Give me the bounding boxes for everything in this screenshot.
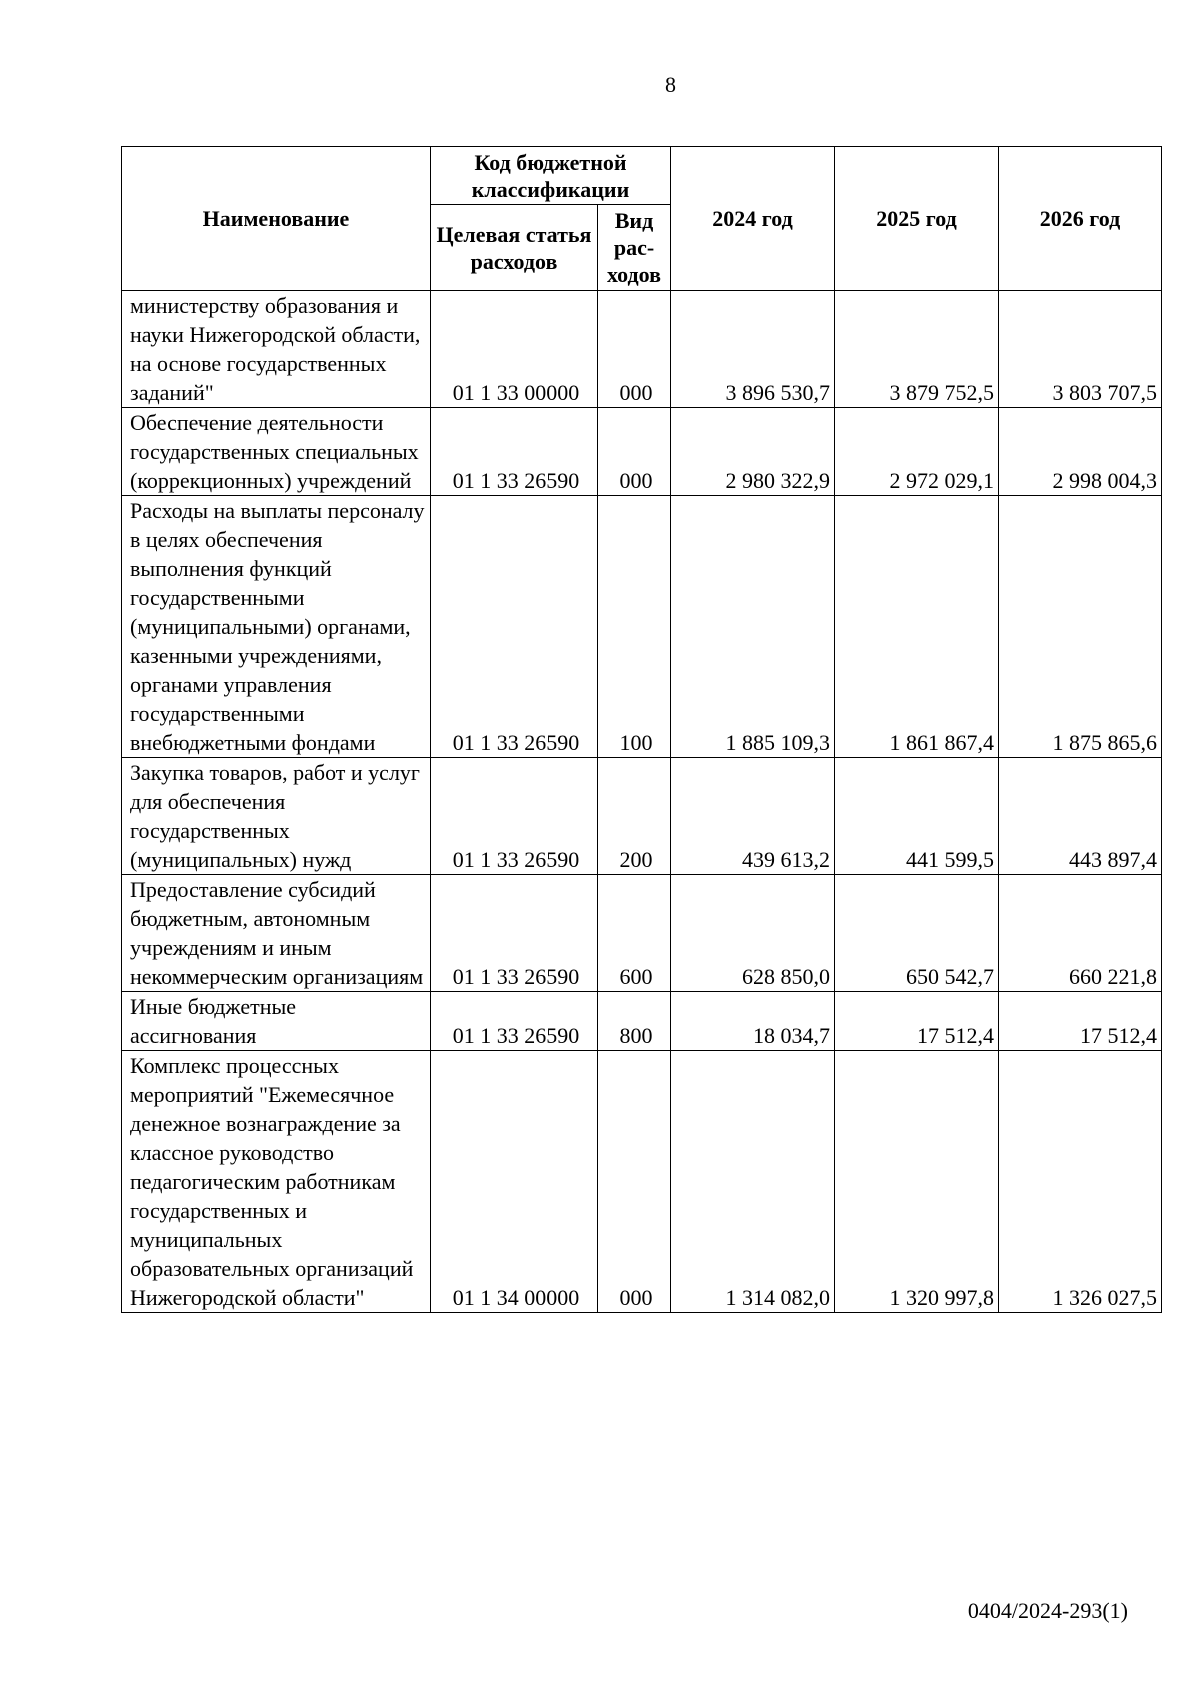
header-2026: 2026 год <box>999 147 1162 291</box>
row-2026: 443 897,4 <box>999 758 1162 875</box>
table-row <box>122 1051 1162 1313</box>
header-target-article: Целевая статья расходов <box>431 205 598 291</box>
row-kind: 000 <box>598 291 671 408</box>
row-kind: 000 <box>598 1051 671 1313</box>
table-row <box>122 875 1162 992</box>
header-2025: 2025 год <box>835 147 999 291</box>
table-row <box>122 496 1162 758</box>
row-kind: 100 <box>598 496 671 758</box>
row-2024: 2 980 322,9 <box>671 408 835 496</box>
row-name: Иные бюджетные ассигнования <box>122 992 431 1051</box>
row-2024: 18 034,7 <box>671 992 835 1051</box>
table-row <box>122 758 1162 875</box>
row-2025: 17 512,4 <box>835 992 999 1051</box>
header-name: Наименование <box>122 147 431 291</box>
row-target: 01 1 33 00000 <box>431 291 598 408</box>
header-2024: 2024 год <box>671 147 835 291</box>
row-2025: 1 861 867,4 <box>835 496 999 758</box>
row-2024: 1 885 109,3 <box>671 496 835 758</box>
row-2025: 650 542,7 <box>835 875 999 992</box>
table-row <box>122 291 1162 408</box>
row-2025: 441 599,5 <box>835 758 999 875</box>
row-target: 01 1 33 26590 <box>431 992 598 1051</box>
row-target: 01 1 33 26590 <box>431 758 598 875</box>
row-name: Комплекс процессных мероприятий "Ежемесячное денежное вознаграждение за классное руководство педагогическим работникам государственных и муниципальных образовательных организаций Нижегородской области" <box>122 1051 431 1313</box>
row-kind: 200 <box>598 758 671 875</box>
row-2024: 439 613,2 <box>671 758 835 875</box>
row-2025: 3 879 752,5 <box>835 291 999 408</box>
table-row <box>122 992 1162 1051</box>
row-2026: 1 326 027,5 <box>999 1051 1162 1313</box>
row-kind: 000 <box>598 408 671 496</box>
row-2026: 17 512,4 <box>999 992 1162 1051</box>
row-target: 01 1 33 26590 <box>431 408 598 496</box>
row-name: Обеспечение деятельности государственных специальных (коррекционных) учреждений <box>122 408 431 496</box>
row-kind: 800 <box>598 992 671 1051</box>
row-name: министерству образования и науки Нижегородской области, на основе государственных заданий" <box>122 291 431 408</box>
row-2025: 1 320 997,8 <box>835 1051 999 1313</box>
row-2024: 628 850,0 <box>671 875 835 992</box>
row-name: Закупка товаров, работ и услуг для обеспечения государственных (муниципальных) нужд <box>122 758 431 875</box>
row-target: 01 1 33 26590 <box>431 875 598 992</box>
row-2026: 2 998 004,3 <box>999 408 1162 496</box>
document-code: 0404/2024-293(1) <box>967 1598 1128 1623</box>
row-2026: 3 803 707,5 <box>999 291 1162 408</box>
header-kbk: Код бюджетной классификации <box>431 147 671 205</box>
row-2024: 3 896 530,7 <box>671 291 835 408</box>
header-expense-kind: Вид рас-ходов <box>598 205 671 291</box>
budget-table <box>121 146 1162 1313</box>
row-2026: 1 875 865,6 <box>999 496 1162 758</box>
row-2025: 2 972 029,1 <box>835 408 999 496</box>
row-name: Предоставление субсидий бюджетным, автономным учреждениям и иным некоммерческим организациям <box>122 875 431 992</box>
page-number: 8 <box>665 72 676 97</box>
row-name: Расходы на выплаты персоналу в целях обеспечения выполнения функций государственными (муниципальными) органами, казенными учреждениями, органами управления государственными внебюджетными фондами <box>122 496 431 758</box>
row-target: 01 1 34 00000 <box>431 1051 598 1313</box>
table-row <box>122 408 1162 496</box>
row-2024: 1 314 082,0 <box>671 1051 835 1313</box>
row-target: 01 1 33 26590 <box>431 496 598 758</box>
row-2026: 660 221,8 <box>999 875 1162 992</box>
row-kind: 600 <box>598 875 671 992</box>
